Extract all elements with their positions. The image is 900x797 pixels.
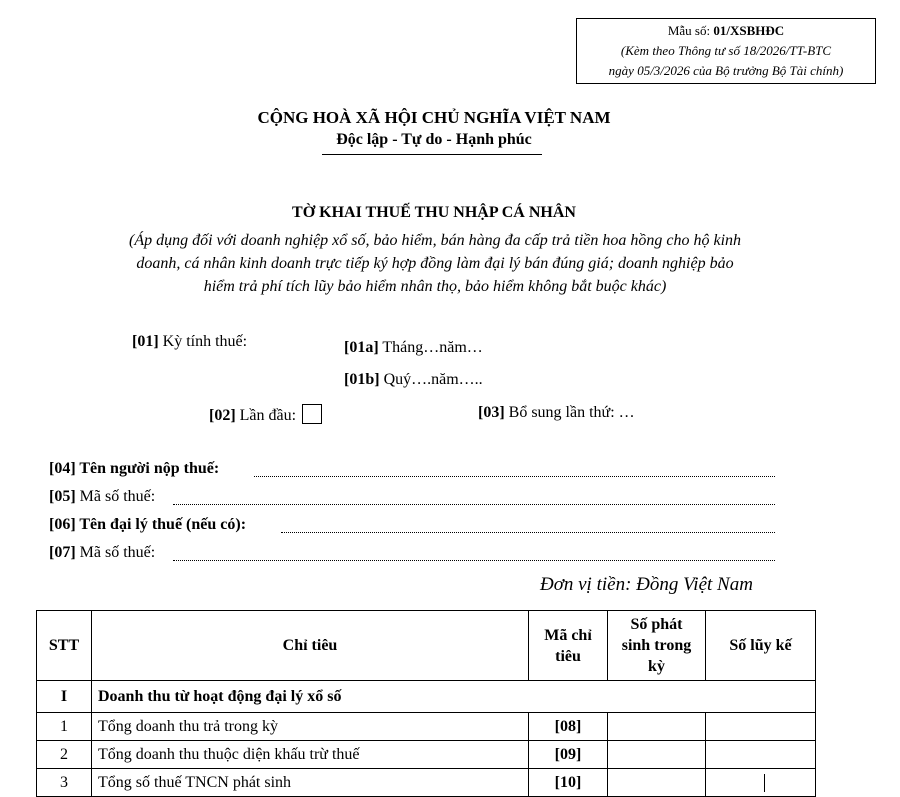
agent-tax-code-dots (173, 560, 775, 561)
motto-underline (322, 154, 542, 155)
document-subtitle: (Áp dụng đối với doanh nghiệp xổ số, bảo hiểm, bán hàng đa cấp trả tiền hoa hồng cho hộ kinh doanh, cá nhân kinh doanh trực tiếp ký hợp đồng làm đại lý bán đúng giá; doanh nghiệp bảo hiểm trả phí tích lũy bảo hiểm nhân thọ, bảo hiểm không bắt buộc khác) (128, 232, 742, 295)
field-03-supplement[interactable]: [03] Bổ sung lần thứ: … (478, 404, 635, 421)
header-code: Mã chỉ tiêu (529, 611, 608, 681)
row-cumulative-cell[interactable] (706, 713, 816, 741)
header-period-amount: Số phát sinh trong kỳ (608, 611, 706, 681)
first-time-checkbox[interactable] (302, 404, 322, 424)
document-title: TỜ KHAI THUẾ THU NHẬP CÁ NHÂN (292, 204, 576, 221)
section-row (37, 681, 816, 713)
section-stt: I (37, 681, 92, 713)
section-label: Doanh thu từ hoạt động đại lý xổ số (92, 681, 816, 713)
row-period-amount-cell[interactable] (608, 769, 706, 797)
row-period-amount-cell[interactable] (608, 713, 706, 741)
tax-code-dots (173, 504, 775, 505)
header-indicator: Chỉ tiêu (92, 611, 529, 681)
tax-agent-dots (281, 532, 775, 533)
row-label: Tổng doanh thu thuộc diện khấu trừ thuế (92, 741, 529, 769)
header-cumulative: Số lũy kế (706, 611, 816, 681)
row-period-amount-cell[interactable] (608, 741, 706, 769)
field-07-agent-tax-code[interactable]: [07] Mã số thuế: (49, 544, 775, 566)
currency-unit: Đơn vị tiền: Đồng Việt Nam (540, 574, 753, 595)
row-label: Tổng số thuế TNCN phát sinh (92, 769, 529, 797)
table-header-row (37, 611, 816, 681)
field-01b-quarter[interactable]: [01b] Quý….năm….. (344, 371, 483, 388)
field-02-first-time: [02] Lần đầu: (209, 404, 322, 425)
motto: Độc lập - Tự do - Hạnh phúc (336, 131, 532, 148)
form-code: 01/XSBHĐC (713, 23, 785, 38)
declaration-table (36, 610, 816, 797)
header-stt: STT (37, 611, 92, 681)
row-label: Tổng doanh thu trả trong kỳ (92, 713, 529, 741)
row-stt: 1 (37, 713, 92, 741)
table-row (37, 713, 816, 741)
field-06-tax-agent-name[interactable]: [06] Tên đại lý thuế (nếu có): (49, 516, 775, 538)
form-code-ref: (Kèm theo Thông tư số 18/2026/TT-BTC (620, 43, 832, 58)
row-cumulative-cell[interactable] (706, 769, 816, 797)
taxpayer-name-dots (254, 476, 775, 477)
nation-title: CỘNG HOÀ XÃ HỘI CHỦ NGHĨA VIỆT NAM (257, 108, 611, 127)
text-cursor (764, 774, 765, 792)
form-code-date: ngày 05/3/2026 của Bộ trưởng Bộ Tài chính) (608, 63, 844, 78)
table-row (37, 741, 816, 769)
row-stt: 3 (37, 769, 92, 797)
row-stt: 2 (37, 741, 92, 769)
field-01a-month[interactable]: [01a] Tháng…năm… (344, 339, 483, 356)
row-code: [09] (529, 741, 608, 769)
table-row (37, 769, 816, 797)
field-04-taxpayer-name[interactable]: [04] Tên người nộp thuế: (49, 460, 775, 482)
row-cumulative-cell[interactable] (706, 741, 816, 769)
form-code-box (576, 18, 876, 84)
form-code-line1: Mẫu số: 01/XSBHĐC (667, 23, 785, 38)
row-code: [08] (529, 713, 608, 741)
row-code: [10] (529, 769, 608, 797)
field-01-tax-period: [01] Kỳ tính thuế: (132, 333, 248, 350)
field-05-tax-code[interactable]: [05] Mã số thuế: (49, 488, 775, 510)
